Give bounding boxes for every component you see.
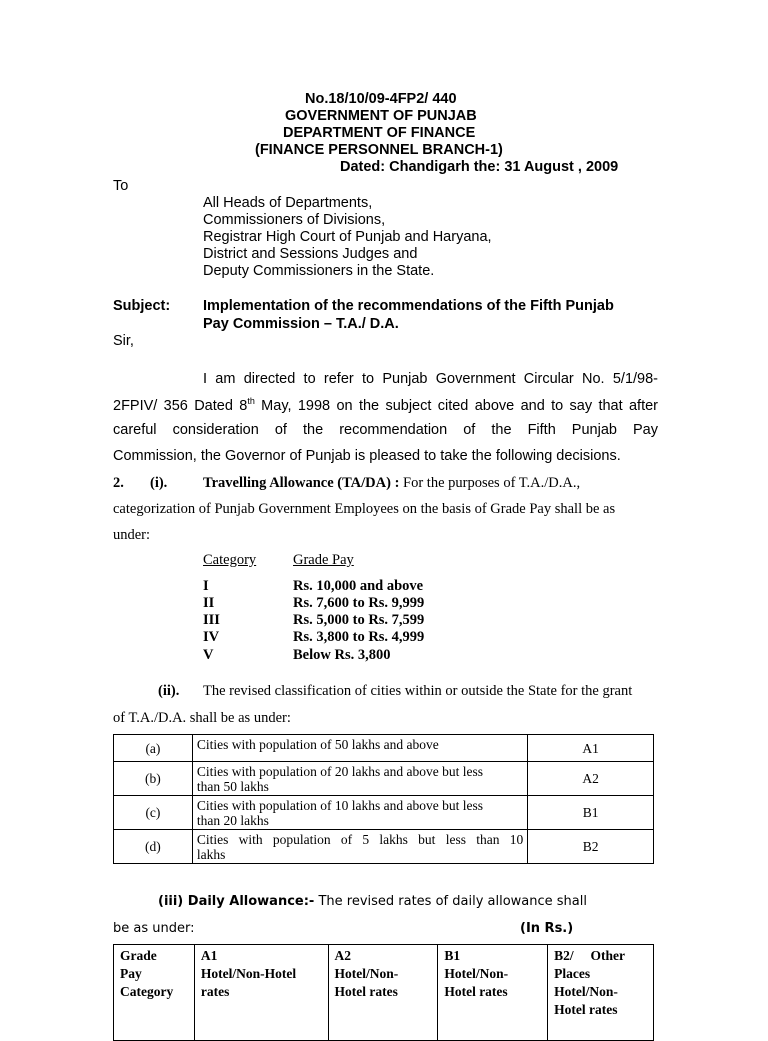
column-header: Grade Pay Category <box>114 945 195 1041</box>
subject-line: Implementation of the recommendations of the Fifth Punjab <box>203 298 614 314</box>
category-roman: I <box>203 578 209 594</box>
city-index: (c) <box>114 796 193 830</box>
branch-name: (FINANCE PERSONNEL BRANCH-1) <box>255 142 503 158</box>
city-index: (a) <box>114 735 193 762</box>
recipient-item: Commissioners of Divisions, <box>203 212 386 228</box>
category-roman: II <box>203 595 215 611</box>
category-header: Category <box>203 552 257 568</box>
category-roman: V <box>203 647 214 663</box>
recipient-item: Registrar High Court of Punjab and Haryana, <box>203 229 492 245</box>
city-index: (d) <box>114 830 193 864</box>
table-header-row <box>114 945 654 1041</box>
city-description: Cities with population of 10 lakhs and above but less than 20 lakhs <box>192 796 527 830</box>
city-description: Cities with population of 50 lakhs and above <box>192 735 527 762</box>
letter-number: No.18/10/09-4FP2/ 440 <box>305 91 457 107</box>
column-header: B2/ Other Places Hotel/Non- Hotel rates <box>548 945 654 1041</box>
column-header: B1 Hotel/Non- Hotel rates <box>438 945 548 1041</box>
table-row <box>114 830 654 864</box>
department-name: DEPARTMENT OF FINANCE <box>283 125 476 141</box>
city-class: A1 <box>528 735 654 762</box>
section-text: (iii) Daily Allowance:- The revised rates of daily allowance shall <box>158 894 587 909</box>
para1-line: I am directed to refer to Punjab Government Circular No. 5/1/98- <box>203 371 658 387</box>
category-pay: Rs. 7,600 to Rs. 9,999 <box>293 595 425 611</box>
table-row <box>114 735 654 762</box>
subsection-number: (ii). <box>158 683 180 699</box>
to-label: To <box>113 178 129 194</box>
daily-allowance-table <box>113 944 654 1041</box>
section-text: categorization of Punjab Government Employees on the basis of Grade Pay shall be as <box>113 501 616 517</box>
category-pay: Rs. 5,000 to Rs. 7,599 <box>293 612 425 628</box>
column-header: A1 Hotel/Non-Hotel rates <box>194 945 328 1041</box>
para1-line: careful consideration of the recommendation of the Fifth Punjab Pay <box>113 422 658 438</box>
city-class: B1 <box>528 796 654 830</box>
category-pay: Rs. 3,800 to Rs. 4,999 <box>293 629 425 645</box>
city-class: A2 <box>528 762 654 796</box>
grade-pay-header: Grade Pay <box>293 552 354 568</box>
column-header: A2 Hotel/Non- Hotel rates <box>328 945 438 1041</box>
section-text: Travelling Allowance (TA/DA) : For the purposes of T.A./D.A., <box>203 475 581 491</box>
government-name: GOVERNMENT OF PUNJAB <box>285 108 477 124</box>
section-text: The revised classification of cities within or outside the State for the grant <box>203 683 633 699</box>
section-text: be as under: <box>113 921 195 936</box>
subject-line: Pay Commission – T.A./ D.A. <box>203 316 399 332</box>
salutation: Sir, <box>113 333 134 349</box>
category-roman: IV <box>203 629 220 645</box>
section-text: under: <box>113 527 151 543</box>
table-row <box>114 762 654 796</box>
section-number: 2. <box>113 475 124 491</box>
recipient-item: All Heads of Departments, <box>203 195 373 211</box>
para1-line: Commission, the Governor of Punjab is pleased to take the following decisions. <box>113 448 621 464</box>
recipient-item: District and Sessions Judges and <box>203 246 418 262</box>
section-text: of T.A./D.A. shall be as under: <box>113 710 291 726</box>
unit-label: (In Rs.) <box>520 921 574 936</box>
para1-line: 2FPIV/ 356 Dated 8th May, 1998 on the subject cited above and to say that after <box>113 396 658 414</box>
subject-label: Subject: <box>113 298 171 314</box>
city-classification-table <box>113 734 654 864</box>
subsection-number: (i). <box>150 475 168 491</box>
recipient-item: Deputy Commissioners in the State. <box>203 263 435 279</box>
city-index: (b) <box>114 762 193 796</box>
city-description: Cities with population of 20 lakhs and above but less than 50 lakhs <box>192 762 527 796</box>
table-row <box>114 796 654 830</box>
date-line: Dated: Chandigarh the: 31 August , 2009 <box>340 159 619 175</box>
city-description: Cities with population of 5 lakhs but less than 10 lakhs <box>192 830 527 864</box>
category-pay: Rs. 10,000 and above <box>293 578 424 594</box>
category-roman: III <box>203 612 220 628</box>
city-class: B2 <box>528 830 654 864</box>
category-pay: Below Rs. 3,800 <box>293 647 391 663</box>
